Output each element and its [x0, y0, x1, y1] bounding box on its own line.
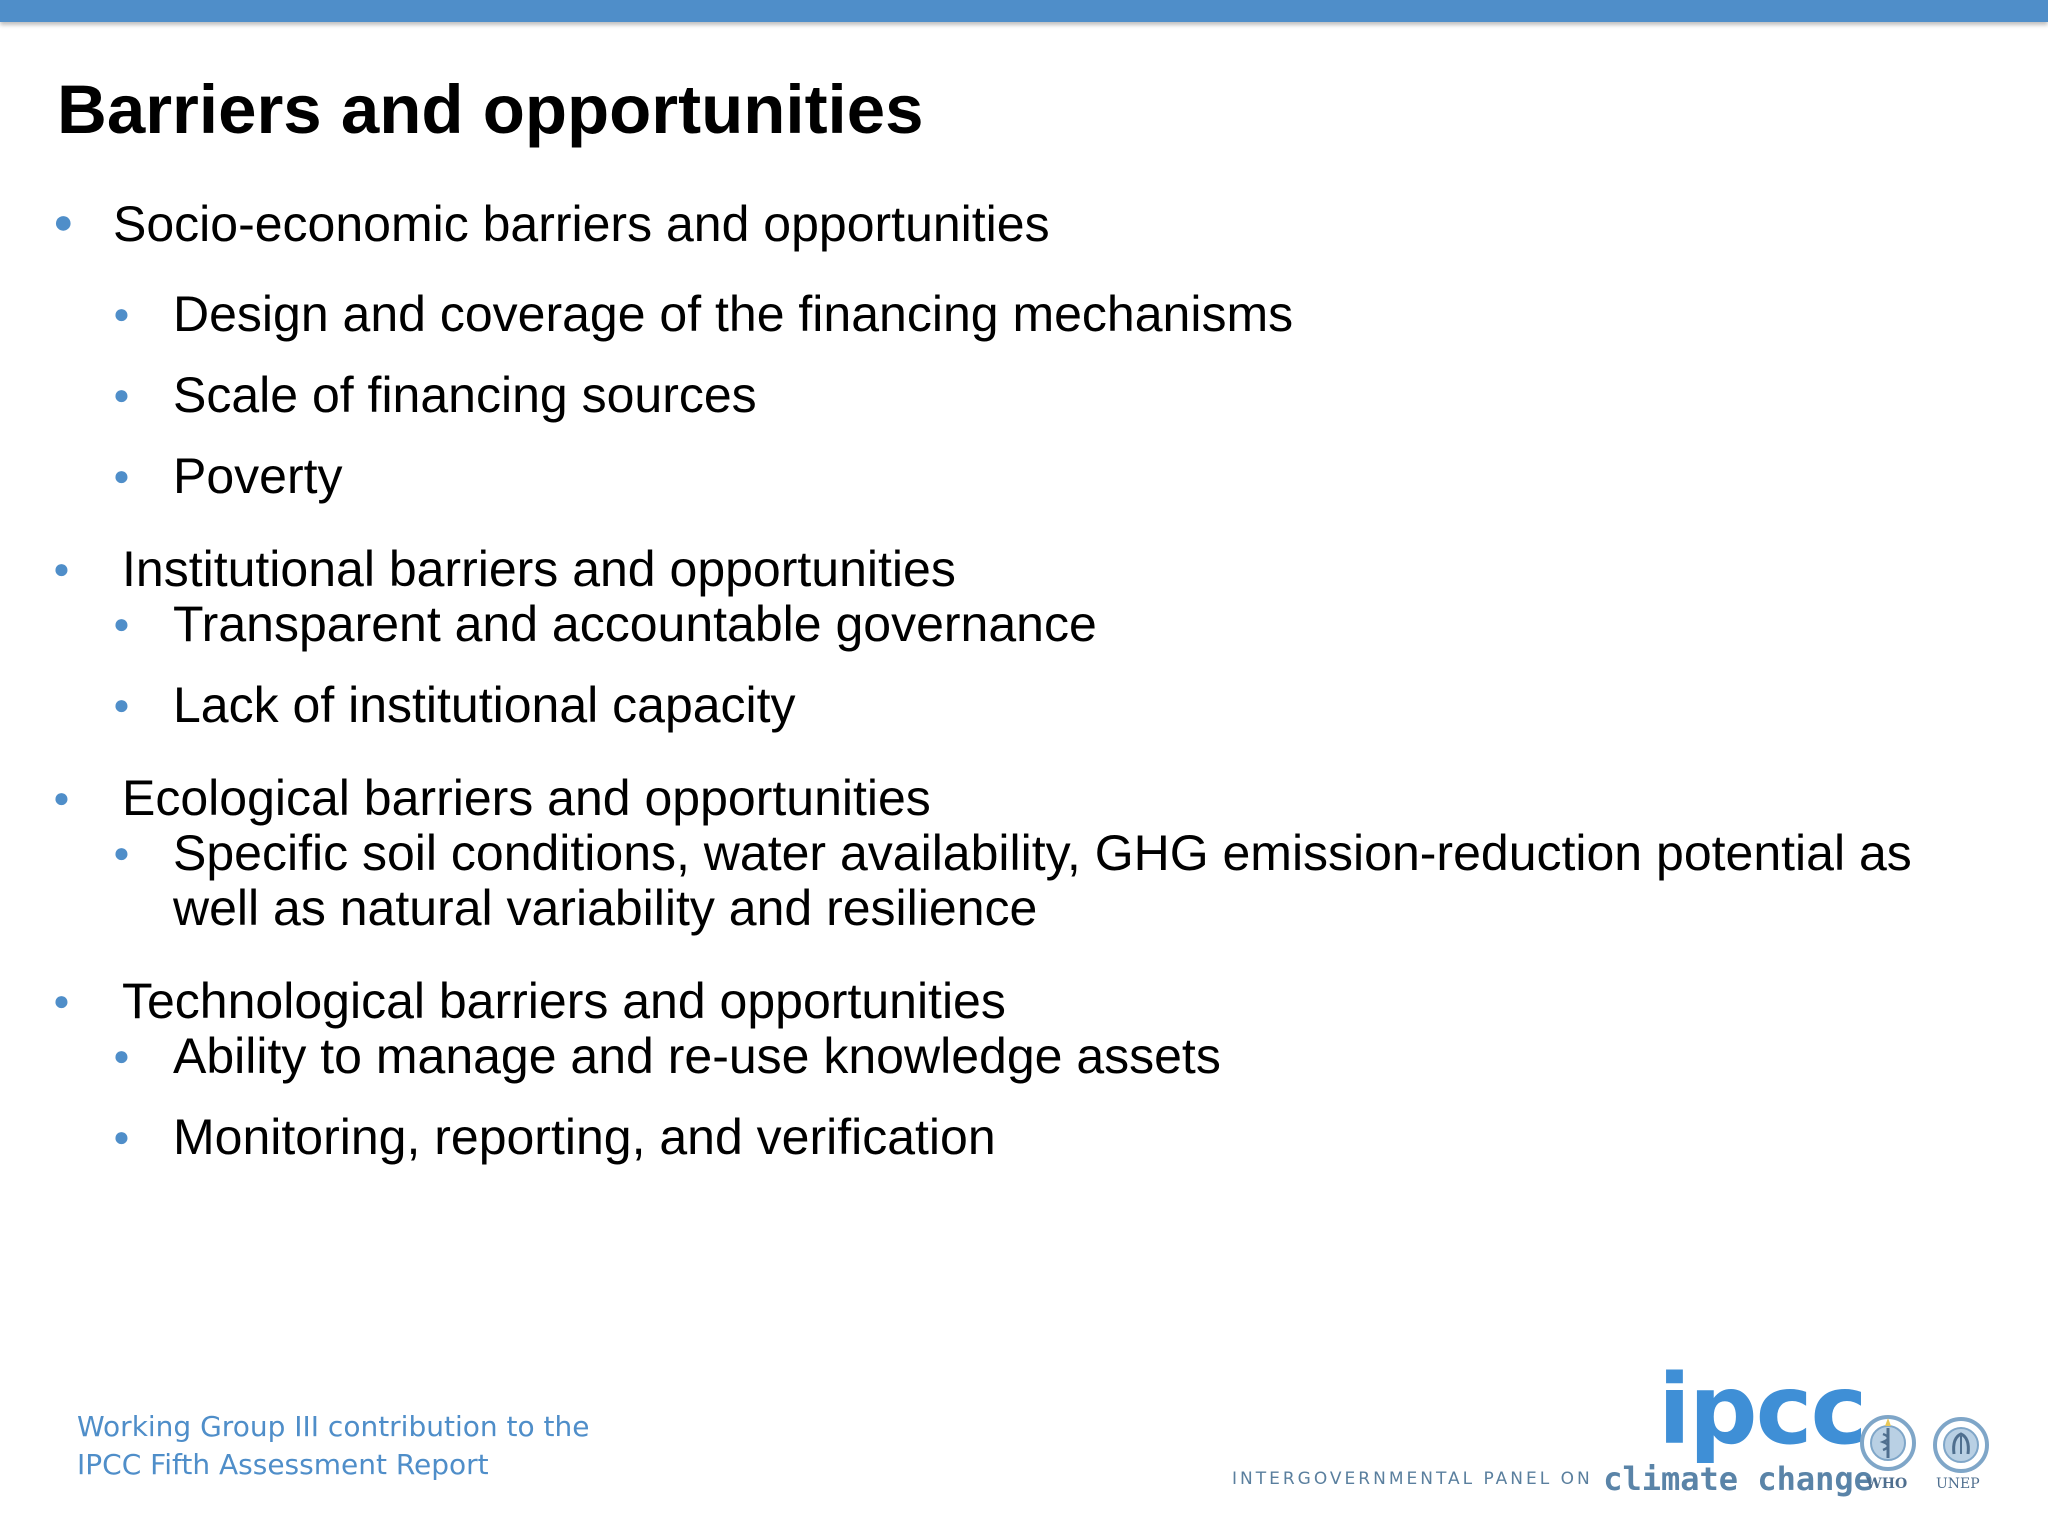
- bullet-icon: ●: [113, 298, 130, 329]
- bullet-level2: Poverty: [173, 448, 343, 504]
- bullet-icon: ●: [113, 689, 130, 720]
- bullet-icon: ●: [53, 985, 70, 1016]
- who-emblem-icon: [1857, 1412, 1919, 1474]
- ipcc-subtitle-small: INTERGOVERNMENTAL PANEL ON: [1232, 1469, 1593, 1489]
- bullet-icon: ●: [113, 1040, 130, 1071]
- bullet-icon: ●: [53, 553, 70, 584]
- top-accent-bar: [0, 0, 2048, 22]
- bullet-level2: Lack of institutional capacity: [173, 677, 796, 733]
- bullet-level2: Monitoring, reporting, and verification: [173, 1109, 996, 1165]
- bullet-level1: Technological barriers and opportunities: [122, 973, 1006, 1029]
- footer-line-2: IPCC Fifth Assessment Report: [77, 1448, 489, 1481]
- bullet-level1: Socio-economic barriers and opportunities: [113, 196, 1050, 252]
- footer-credit: [77, 1408, 589, 1484]
- bullet-level2: Transparent and accountable governance: [173, 596, 1097, 652]
- bullet-icon: ●: [113, 379, 130, 410]
- bullet-level1: Institutional barriers and opportunities: [122, 541, 956, 597]
- bullet-icon: ●: [113, 608, 130, 639]
- bullet-level2-continuation: well as natural variability and resilience: [173, 880, 1038, 936]
- bullet-level2: Ability to manage and re-use knowledge assets: [173, 1028, 1221, 1084]
- unep-label: UNEP: [1936, 1476, 1980, 1492]
- ipcc-subtitle-large: climate change: [1603, 1460, 1873, 1498]
- bullet-level1: Ecological barriers and opportunities: [122, 770, 931, 826]
- bullet-icon: ●: [53, 203, 74, 241]
- footer-line-1: Working Group III contribution to the: [77, 1410, 590, 1443]
- bullet-icon: ●: [113, 460, 130, 491]
- bullet-level2: Specific soil conditions, water availability, GHG emission-reduction potential as: [173, 825, 1912, 881]
- bullet-icon: ●: [113, 837, 130, 868]
- who-label: WHO: [1866, 1476, 1908, 1492]
- unep-emblem-icon: [1930, 1414, 1992, 1476]
- ipcc-logo: ipcc: [1658, 1354, 1866, 1466]
- slide-title: Barriers and opportunities: [57, 71, 924, 148]
- bullet-level2: Design and coverage of the financing mechanisms: [173, 286, 1294, 342]
- bullet-icon: ●: [53, 782, 70, 813]
- ipcc-logo-subtitle: [1232, 1460, 1873, 1498]
- bullet-icon: ●: [113, 1121, 130, 1152]
- bullet-level2: Scale of financing sources: [173, 367, 757, 423]
